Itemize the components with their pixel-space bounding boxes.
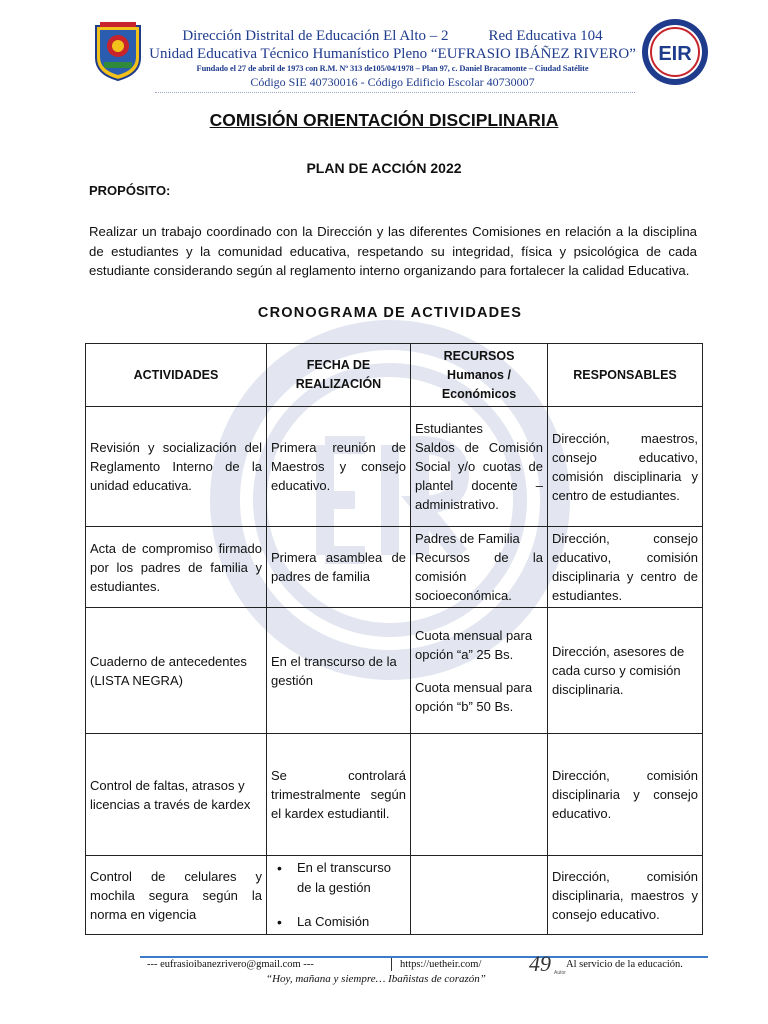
school-crest-icon	[92, 20, 144, 82]
footer-service: Al servicio de la educación.	[566, 959, 683, 970]
page-number: 49	[529, 951, 551, 976]
cell-responsible: Dirección, consejo educativo, comisión disciplinaria y centro de estudiantes.	[548, 527, 703, 608]
letterhead-text	[145, 27, 640, 89]
cell-resources	[411, 527, 548, 608]
footer-email: --- eufrasioibanezrivero@gmail.com ---	[147, 959, 314, 970]
cell-responsible: Dirección, comisión disciplinaria, maestros y consejo educativo.	[548, 856, 703, 935]
table-row	[86, 856, 703, 935]
cell-activity: Control de celulares y mochila segura según la norma en vigencia	[86, 856, 267, 935]
resource-line: Estudiantes	[415, 421, 483, 436]
footer-url: https://uetheir.com/	[400, 959, 482, 970]
cell-resources	[411, 608, 548, 734]
resource-spacer	[415, 664, 543, 678]
cell-activity: Acta de compromiso firmado por los padres de familia y estudiantes.	[86, 527, 267, 608]
page-footer	[0, 950, 768, 1024]
school-codes: Código SIE 40730016 - Código Edificio Escolar 40730007	[250, 75, 535, 89]
header-activities: ACTIVIDADES	[86, 344, 267, 407]
table-row	[86, 527, 703, 608]
table-row	[86, 407, 703, 527]
district-line	[145, 27, 640, 45]
cell-date: En el transcurso de la gestión	[267, 608, 411, 734]
header-divider	[155, 92, 635, 93]
cell-responsible: Dirección, asesores de cada curso y comisión disciplinaria.	[548, 608, 703, 734]
resource-line: Saldos de Comisión Social y/o cuotas de plantel docente – administrativo.	[415, 440, 543, 512]
cell-resources	[411, 407, 548, 527]
footer-motto: “Hoy, mañana y siempre… Ibañistas de corazón”	[266, 973, 486, 985]
table-row	[86, 734, 703, 856]
founding-info: Fundado el 27 de abril de 1973 con R.M. Nº 313 de105/04/1978 – Plan 97, c. Daniel Bracamonte – Ciudad Satélite	[196, 64, 589, 73]
document-subtitle: PLAN DE ACCIÓN 2022	[306, 160, 462, 176]
header-responsible: RESPONSABLES	[548, 344, 703, 407]
resource-line: Recursos de la comisión socioeconómica.	[415, 550, 543, 603]
cell-activity: Cuaderno de antecedentes (LISTA NEGRA)	[86, 608, 267, 734]
footer-divider	[140, 956, 708, 958]
resource-line: Cuota mensual para opción “a” 25 Bs.	[415, 627, 533, 662]
activities-table	[85, 343, 703, 935]
date-bullet: • En el transcurso de la gestión	[271, 858, 406, 898]
cell-responsible: Dirección, maestros, consejo educativo, comisión disciplinaria y centro de estudiantes.	[548, 407, 703, 527]
eir-seal-icon	[640, 17, 710, 87]
cell-resources	[411, 856, 548, 935]
cell-activity: Revisión y socialización del Reglamento Interno de la unidad educativa.	[86, 407, 267, 527]
purpose-label: PROPÓSITO:	[89, 183, 171, 198]
cell-responsible: Dirección, comisión disciplinaria y consejo educativo.	[548, 734, 703, 856]
cell-date	[267, 856, 411, 935]
seal-monogram: EIR	[658, 43, 692, 65]
table-row	[86, 608, 703, 734]
date-bullet-list	[271, 858, 406, 932]
header-date: FECHA DE REALIZACIÓN	[267, 344, 411, 407]
footer-separator	[391, 958, 392, 971]
cell-activity: Control de faltas, atrasos y licencias a través de kardex	[86, 734, 267, 856]
cell-date: Se controlará trimestralmente según el kardex estudiantil.	[267, 734, 411, 856]
cell-date: Primera asamblea de padres de familia	[267, 527, 411, 608]
document-title: COMISIÓN ORIENTACIÓN DISCIPLINARIA	[209, 110, 559, 130]
letterhead	[0, 0, 768, 100]
network-name: Red Educativa 104	[488, 28, 603, 44]
page-number-note: Autor	[554, 970, 566, 976]
school-name: Unidad Educativa Técnico Humanístico Pleno “EUFRASIO IBÁÑEZ RIVERO”	[149, 46, 636, 62]
date-bullet: • La Comisión	[271, 912, 406, 932]
resource-line: Padres de Familia	[415, 531, 520, 546]
district-name: Dirección Distrital de Educación El Alto – 2	[182, 28, 449, 44]
purpose-paragraph: Realizar un trabajo coordinado con la Dirección y las diferentes Comisiones en relación a la disciplina de estudiantes y la comunidad educativa, respetando su integridad, física y psicológica de cada estudiante considerando según al reglamento interno organizando para fortalecer la calidad Educativa.	[89, 224, 697, 278]
header-resources: RECURSOS Humanos / Económicos	[411, 344, 548, 407]
resource-line: Cuota mensual para opción “b” 50 Bs.	[415, 679, 533, 714]
schedule-title: CRONOGRAMA DE ACTIVIDADES	[257, 305, 523, 321]
cell-date: Primera reunión de Maestros y consejo educativo.	[267, 407, 411, 527]
cell-resources	[411, 734, 548, 856]
table-header-row	[86, 344, 703, 407]
